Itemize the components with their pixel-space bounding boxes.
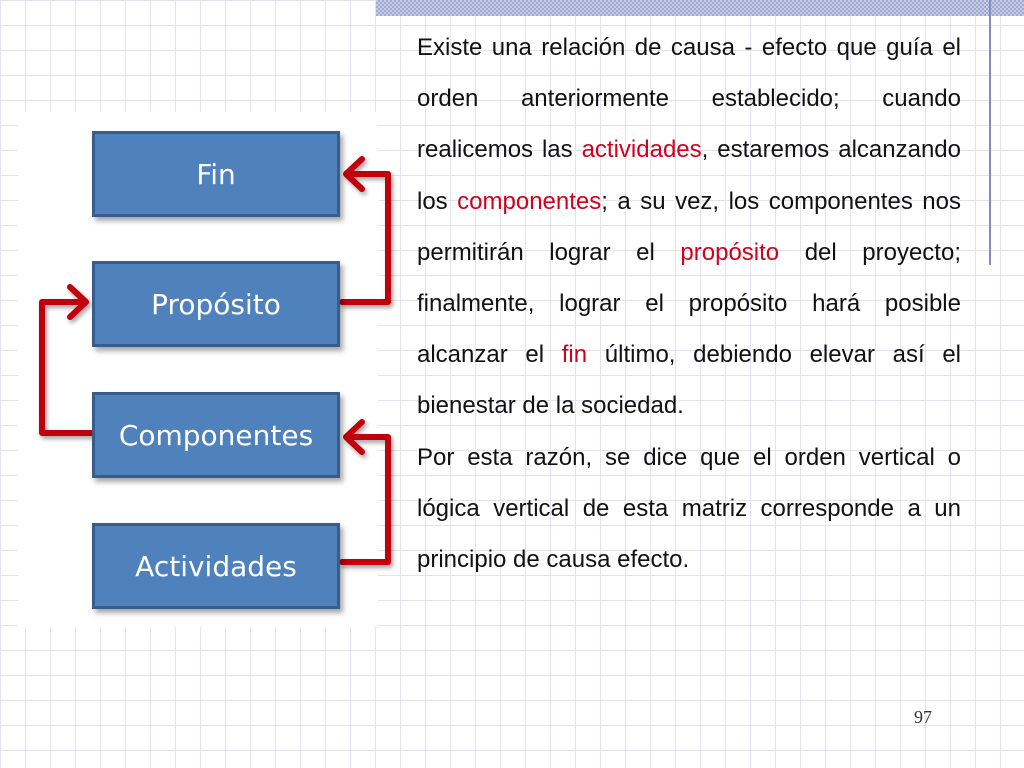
p1-segment: ; a su vez, los componentes nos permitirán lograr el [417, 187, 961, 266]
box-actividades-label: Actividades [135, 549, 297, 583]
box-fin [92, 131, 340, 217]
p1-segment: último, debiendo elevar así el bienestar de la sociedad. [417, 341, 961, 420]
box-fin-label: Fin [196, 157, 236, 191]
keyword-componentes: componentes [457, 187, 602, 215]
arrow-proposito-to-fin [342, 159, 388, 302]
paragraph-2: Por esta razón, se dice que el orden vertical o lógica vertical de esta matriz corresponde a un principio de causa efecto. [417, 443, 961, 574]
paragraph-1 [417, 22, 961, 432]
keyword-actividades: actividades [581, 136, 702, 164]
p1-segment: del proyecto; finalmente, lograr el propósito hará posible alcanzar el [417, 238, 961, 369]
p1-segment: Existe una relación de causa - efecto que guía el orden anteriormente establecido; cuando realicemos las [417, 34, 961, 164]
page-number: 97 [914, 707, 932, 727]
box-proposito [92, 261, 340, 347]
box-componentes-label: Componentes [118, 418, 314, 452]
keyword-fin: fin [561, 341, 588, 369]
p1-segment: , estaremos alcanzando los [417, 136, 961, 215]
box-proposito-label: Propósito [151, 287, 281, 321]
box-actividades [92, 523, 340, 609]
explanation-text [417, 22, 961, 585]
box-componentes [92, 392, 340, 478]
keyword-proposito: propósito [680, 238, 780, 266]
arrow-actividades-to-componentes [342, 422, 388, 562]
arrow-componentes-to-proposito [42, 287, 92, 433]
